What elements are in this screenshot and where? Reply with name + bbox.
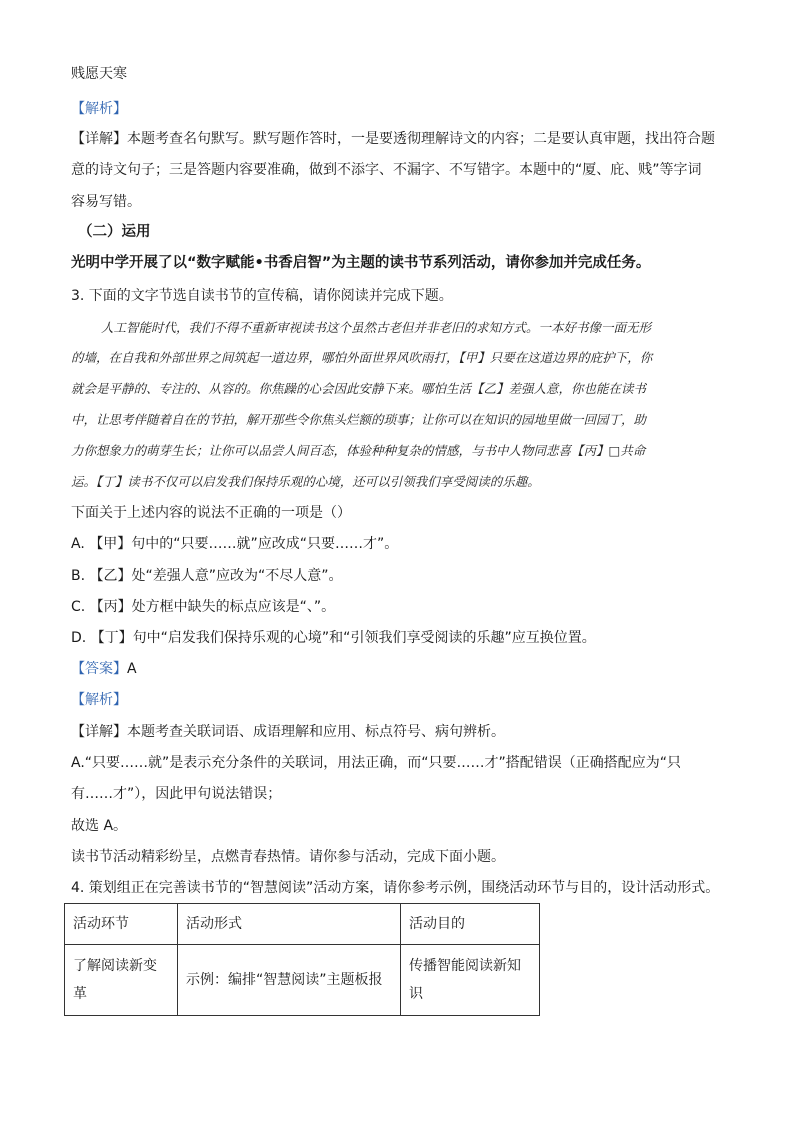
- table-cell: 传播智能阅读新知识: [401, 945, 540, 1016]
- detail-line: 【详解】本题考查关联词语、成语理解和应用、标点符号、病句辨析。: [71, 724, 505, 740]
- option-c: C. 【丙】处方框中缺失的标点应该是“、”。: [71, 599, 336, 615]
- analysis-label: 【解析】: [71, 692, 127, 708]
- question-stem: 3. 下面的文字节选自读书节的宣传稿，请你阅读并完成下题。: [71, 288, 453, 304]
- answer-value: A: [127, 661, 137, 677]
- option-a: A. 【甲】句中的“只要……就”应改成“只要……才”。: [71, 536, 399, 552]
- passage-line: 的墙，在自我和外部世界之间筑起一道边界，哪怕外面世界风吹雨打，【甲】只要在这道边界的庇护下，你: [71, 350, 653, 365]
- previous-answer: 贱愿天寒: [71, 66, 127, 82]
- table-row: [65, 945, 540, 1016]
- section-title: （二）运用: [78, 224, 151, 240]
- table-header-row: [65, 904, 540, 945]
- table-header-cell: 活动形式: [178, 904, 401, 945]
- detail-line: 容易写错。: [71, 194, 141, 210]
- task-intro: 光明中学开展了以“数字赋能•书香启智”为主题的读书节系列活动，请你参加并完成任务。: [71, 255, 651, 271]
- answer-line: [71, 659, 137, 679]
- detail-line: 有……才”），因此甲句说法错误；: [71, 786, 282, 802]
- detail-line: A.“只要……就”是表示充分条件的关联词，用法正确，而“只要……才”搭配错误（正确搭配应为“只: [71, 755, 682, 771]
- passage-line: 力你想象力的萌芽生长；让你可以品尝人间百态，体验种种复杂的情感，与书中人物同悲喜【丙】□共命: [71, 443, 646, 458]
- passage-line: 人工智能时代，我们不得不重新审视读书这个虽然古老但并非老旧的求知方式。一本好书像一面无形: [101, 320, 652, 335]
- table-cell: 示例：编排“智慧阅读”主题板报: [178, 945, 401, 1016]
- table-header-cell: 活动环节: [65, 904, 178, 945]
- question-stem: 4. 策划组正在完善读书节的“智慧阅读”活动方案，请你参考示例，围绕活动环节与目的，设计活动形式。: [71, 880, 720, 896]
- question-prompt: 下面关于上述内容的说法不正确的一项是（）: [71, 505, 351, 521]
- activity-plan-table: [64, 903, 540, 1016]
- table-header-cell: 活动目的: [401, 904, 540, 945]
- option-d: D. 【丁】句中“启发我们保持乐观的心境”和“引领我们享受阅读的乐趣”应互换位置。: [71, 630, 596, 646]
- table-cell: 了解阅读新变革: [65, 945, 178, 1016]
- activity-intro: 读书节活动精彩纷呈，点燃青春热情。请你参与活动，完成下面小题。: [71, 849, 505, 865]
- passage-line: 就会是平静的、专注的、从容的。你焦躁的心会因此安静下来。哪怕生活【乙】差强人意，你也能在读书: [71, 381, 647, 396]
- option-b: B. 【乙】处“差强人意”应改为“不尽人意”。: [71, 568, 343, 584]
- passage-line: 中，让思考伴随着自在的节拍，解开那些令你焦头烂额的琐事；让你可以在知识的园地里做一回园丁，助: [71, 412, 647, 427]
- answer-label: 【答案】: [71, 661, 127, 677]
- analysis-label: 【解析】: [71, 101, 127, 117]
- passage-line: 运。【丁】读书不仅可以启发我们保持乐观的心境，还可以引领我们享受阅读的乐趣。: [71, 474, 540, 489]
- detail-line: 【详解】本题考查名句默写。默写题作答时，一是要透彻理解诗文的内容；二是要认真审题，找出符合题: [71, 131, 715, 147]
- detail-line: 意的诗文句子；三是答题内容要准确，做到不添字、不漏字、不写错字。本题中的“厦、庇、贱”等字词: [71, 162, 702, 178]
- detail-line: 故选 A。: [71, 818, 128, 834]
